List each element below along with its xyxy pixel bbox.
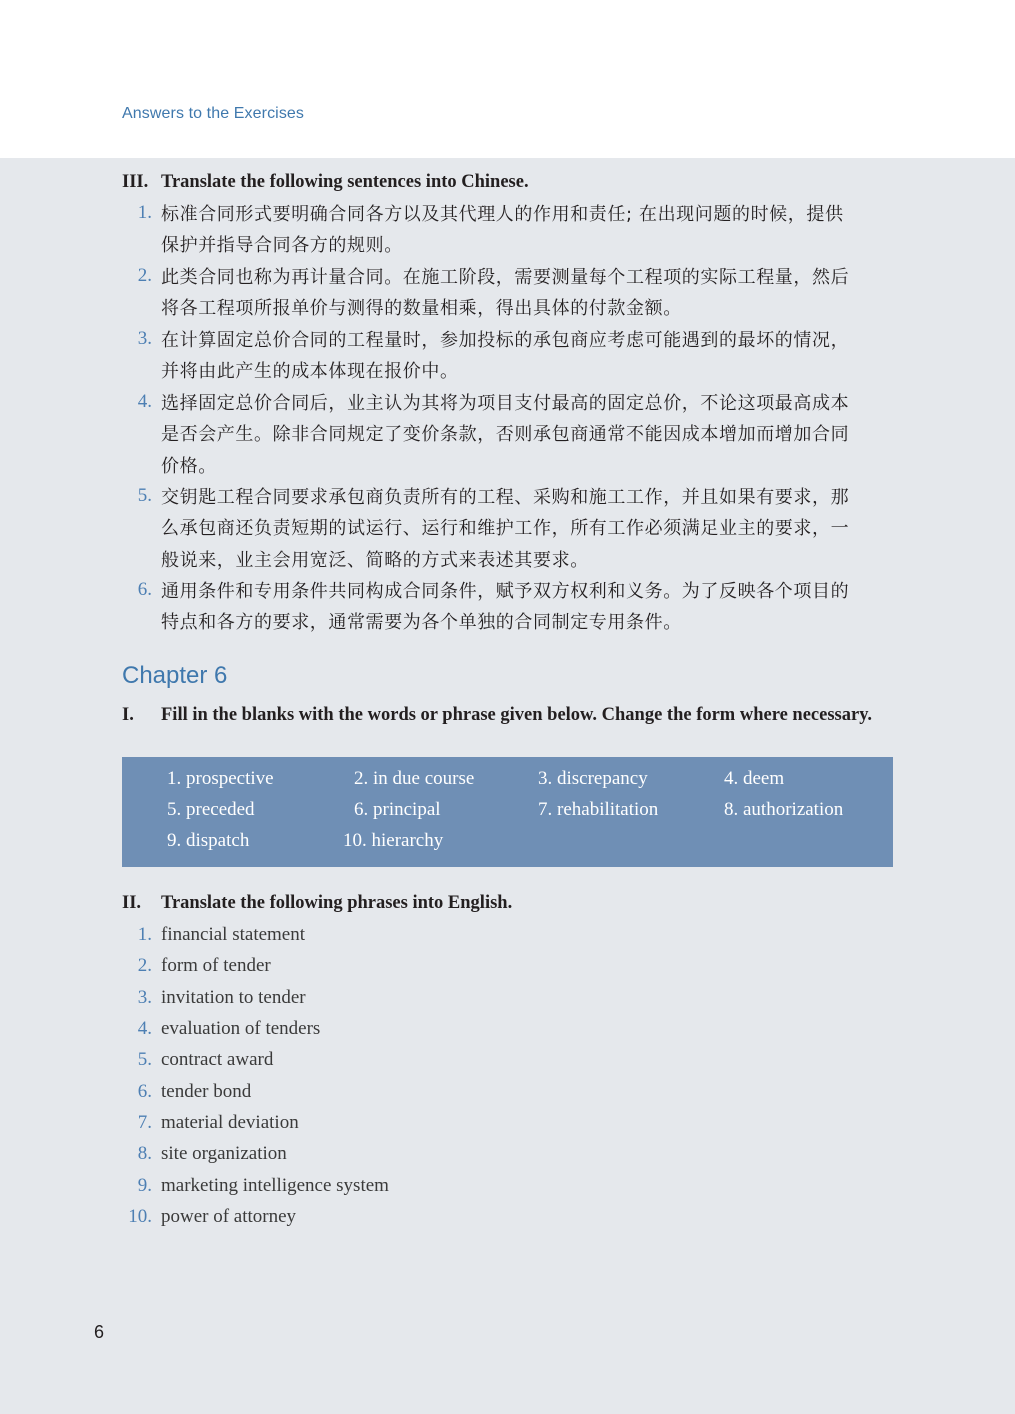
- cn-item-line: 价格。: [161, 455, 217, 477]
- section-2-instruction: Translate the following phrases into English.: [161, 893, 513, 913]
- en-item: form of tender: [161, 955, 271, 976]
- cn-item-number: 1.: [137, 202, 152, 223]
- word-bank-item: 9. dispatch: [167, 830, 250, 851]
- cn-item-number: 6.: [137, 579, 152, 600]
- chapter-title: Chapter 6: [122, 662, 228, 689]
- section-3-heading: [122, 172, 529, 193]
- page-number: 6: [94, 1322, 105, 1342]
- section-3-roman: III.: [122, 172, 149, 192]
- en-item-number: 9.: [137, 1175, 152, 1196]
- en-item-number: 8.: [137, 1143, 152, 1164]
- cn-item-line: 并将由此产生的成本体现在报价中。: [161, 361, 459, 383]
- section-1-roman: I.: [122, 705, 134, 725]
- cn-item-number: 4.: [137, 391, 152, 412]
- cn-item-1: [161, 199, 896, 262]
- en-item: contract award: [161, 1049, 274, 1070]
- cn-item-line: 将各工程项所报单价与测得的数量相乘，得出具体的付款金额。: [161, 298, 682, 320]
- cn-item-line: 在计算固定总价合同的工程量时，参加投标的承包商应考虑可能遇到的最坏的情况，: [161, 330, 850, 351]
- word-bank-item: 5. preceded: [167, 799, 255, 820]
- cn-item-line: 此类合同也称为再计量合同。在施工阶段，需要测量每个工程项的实际工程量，然后: [161, 267, 850, 288]
- section-2-heading: [122, 893, 512, 914]
- en-item-number: 1.: [137, 924, 152, 945]
- cn-item-line: 通用条件和专用条件共同构成合同条件，赋予双方权利和义务。为了反映各个项目的: [161, 581, 850, 602]
- cn-item-line: 般说来，业主会用宽泛、简略的方式来表述其要求。: [161, 549, 589, 571]
- en-item-number: 10.: [128, 1206, 152, 1227]
- cn-item-number: 2.: [137, 265, 152, 286]
- header-band: [0, 0, 1015, 158]
- en-item: material deviation: [161, 1112, 299, 1133]
- cn-item-number: 5.: [137, 485, 152, 506]
- section-1-instruction: Fill in the blanks with the words or phrase given below. Change the form where necessary.: [161, 705, 873, 725]
- en-item: site organization: [161, 1143, 287, 1164]
- en-item: financial statement: [161, 924, 306, 945]
- cn-item-2: [161, 262, 896, 325]
- cn-item-line: 是否会产生。除非合同规定了变价条款，否则承包商通常不能因成本增加而增加合同: [161, 424, 850, 446]
- cn-item-line: 交钥匙工程合同要求承包商负责所有的工程、采购和施工工作，并且如果有要求，那: [161, 487, 850, 508]
- section-2-roman: II.: [122, 893, 142, 913]
- word-bank-item: 4. deem: [724, 768, 785, 789]
- en-item: tender bond: [161, 1081, 252, 1102]
- cn-item-line: 标准合同形式要明确合同各方以及其代理人的作用和责任; 在出现问题的时候，提供: [161, 204, 844, 225]
- cn-item-line: 保护并指导合同各方的规则。: [161, 235, 403, 257]
- word-bank-item: 3. discrepancy: [538, 768, 648, 789]
- cn-item-6: [161, 576, 896, 639]
- section-1-heading: [122, 705, 872, 726]
- cn-item-3: [161, 325, 896, 388]
- word-bank-item: 1. prospective: [167, 768, 274, 789]
- en-item: invitation to tender: [161, 987, 306, 1008]
- cn-item-line: 么承包商还负责短期的试运行、运行和维护工作，所有工作必须满足业主的要求，一: [161, 518, 850, 540]
- cn-item-4: [161, 388, 896, 482]
- en-item-number: 2.: [137, 955, 152, 976]
- cn-item-line: 特点和各方的要求，通常需要为各个单独的合同制定专用条件。: [161, 612, 682, 634]
- en-item-number: 3.: [137, 987, 152, 1008]
- en-item-number: 7.: [137, 1112, 152, 1133]
- section-3-instruction: Translate the following sentences into Chinese.: [161, 172, 529, 192]
- en-item-number: 4.: [137, 1018, 152, 1039]
- word-bank-item: 7. rehabilitation: [538, 799, 659, 820]
- en-item: evaluation of tenders: [161, 1018, 321, 1039]
- cn-item-number: 3.: [137, 328, 152, 349]
- en-item: marketing intelligence system: [161, 1175, 389, 1196]
- word-bank-item: 6. principal: [354, 799, 441, 820]
- cn-item-line: 选择固定总价合同后，业主认为其将为项目支付最高的固定总价，不论这项最高成本: [161, 393, 850, 414]
- cn-item-5: [161, 482, 896, 576]
- en-item: power of attorney: [161, 1206, 297, 1227]
- en-item-number: 5.: [137, 1049, 152, 1070]
- word-bank-item: 8. authorization: [724, 799, 844, 820]
- en-item-number: 6.: [137, 1081, 152, 1102]
- word-bank-box: [122, 757, 893, 867]
- word-bank-item: 2. in due course: [354, 768, 475, 789]
- word-bank-item: 10. hierarchy: [343, 830, 444, 851]
- running-head: Answers to the Exercises: [122, 105, 305, 122]
